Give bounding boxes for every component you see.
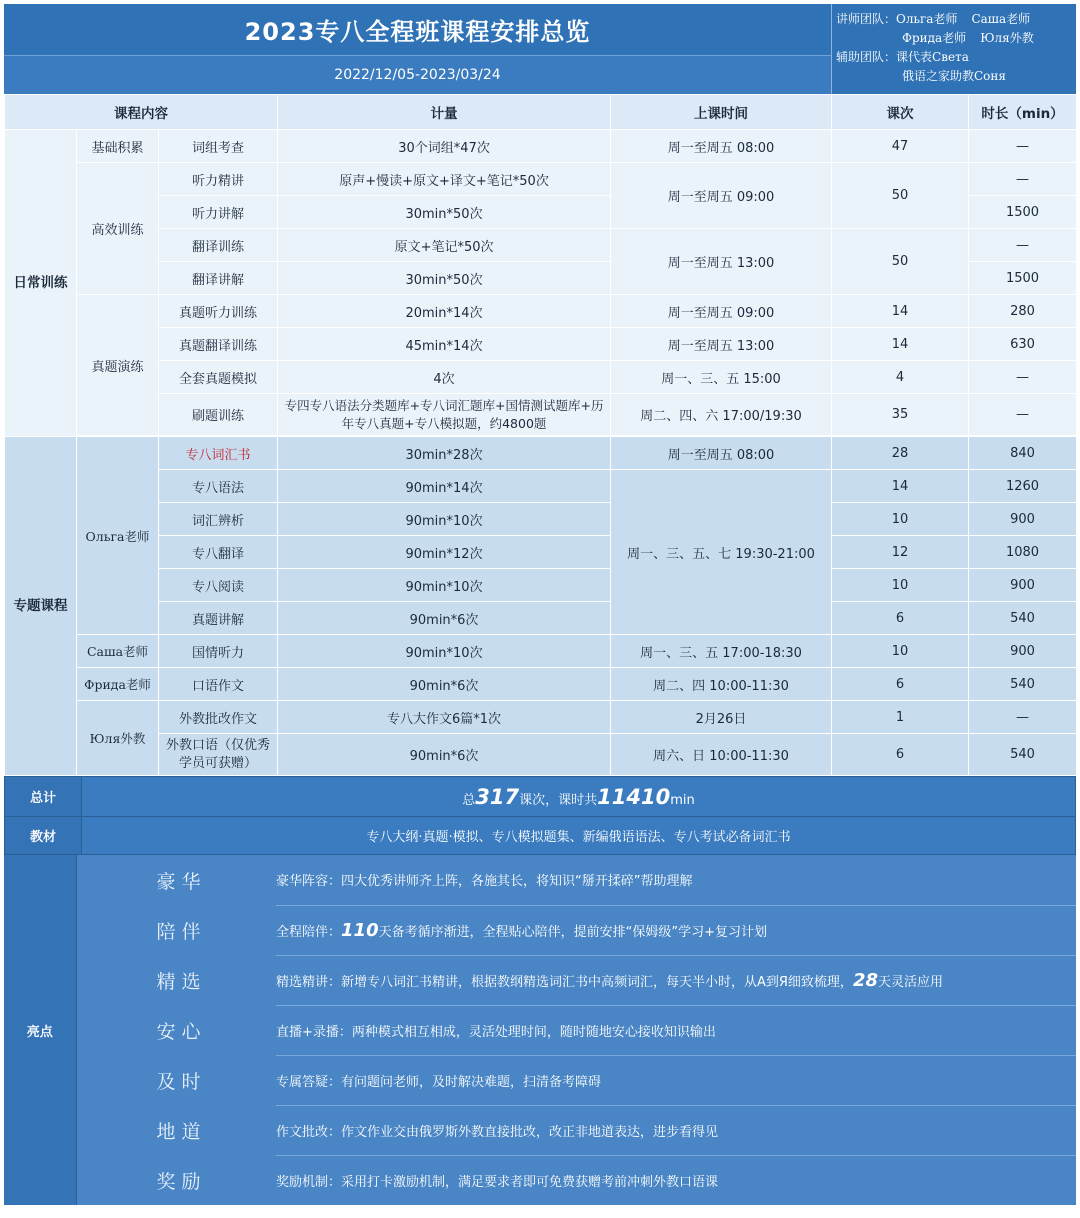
amount-cell: 45min*14次 [278, 328, 611, 361]
teacher-olga: Ольга老师 [77, 437, 159, 635]
count-cell: 12 [832, 536, 969, 569]
amount-cell: 专八大作文6篇*1次 [278, 701, 611, 734]
item-name: 听力精讲 [159, 163, 278, 196]
teachers-line-2 [836, 29, 1072, 48]
duration-cell: 900 [969, 503, 1077, 536]
col-header-count: 课次 [832, 95, 969, 130]
item-name: 专八翻译 [159, 536, 278, 569]
item-name: 翻译训练 [159, 229, 278, 262]
item-name: 外教口语（仅优秀学员可获赠） [159, 734, 278, 776]
category-special [5, 437, 77, 776]
duration-cell: — [969, 701, 1077, 734]
time-cell: 周一至周五 09:00 [611, 163, 832, 229]
group-name: 高效训练 [77, 163, 159, 295]
highlight-key: 安心 [76, 1005, 276, 1055]
duration-cell: 840 [969, 437, 1077, 470]
amount-cell: 90min*6次 [278, 734, 611, 776]
amount-cell: 90min*10次 [278, 635, 611, 668]
count-cell: 50 [832, 163, 969, 229]
col-header-amount: 计量 [278, 95, 611, 130]
materials-label: 教材 [5, 817, 82, 855]
duration-cell: 540 [969, 602, 1077, 635]
highlight-text-part: 精选精讲：新增专八词汇书精讲，根据教纲精选词汇书中高频词汇，每天半小时，从A到Я细致梳理， [276, 974, 853, 990]
category-daily [5, 130, 77, 437]
highlight-number: 28 [852, 969, 878, 991]
item-name: 国情听力 [159, 635, 278, 668]
amount-cell: 90min*6次 [278, 602, 611, 635]
time-cell: 周一至周五 09:00 [611, 295, 832, 328]
category-label: 专题课程 [13, 598, 68, 614]
teacher-frida: Фрида老师 [77, 668, 159, 701]
item-name: 真题讲解 [159, 602, 278, 635]
item-name: 词汇辨析 [159, 503, 278, 536]
highlight-key: 精选 [76, 955, 276, 1005]
count-cell: 28 [832, 437, 969, 470]
col-header-content: 课程内容 [5, 95, 278, 130]
col-header-time: 上课时间 [611, 95, 832, 130]
total-mid: 课次，课时共 [519, 792, 598, 808]
item-name: 外教批改作文 [159, 701, 278, 734]
count-cell: 10 [832, 635, 969, 668]
time-cell: 周一至周五 08:00 [611, 437, 832, 470]
count-cell: 35 [832, 394, 969, 436]
count-cell: 50 [832, 229, 969, 295]
highlight-text-part: 作文批改：作文作业交由俄罗斯外教直接批改，改正非地道表达，进步看得见 [276, 1124, 719, 1140]
total-lessons: 317 [475, 784, 520, 809]
summary-table [4, 776, 1076, 855]
team-info [831, 4, 1076, 94]
duration-cell: 1500 [969, 262, 1077, 295]
highlight-key: 奖励 [76, 1155, 276, 1205]
time-cell: 周一至周五 08:00 [611, 130, 832, 163]
teacher-name: Саша老师 [971, 12, 1031, 26]
amount-cell: 30min*28次 [278, 437, 611, 470]
count-cell: 47 [832, 130, 969, 163]
teacher-sasha: Саша老师 [77, 635, 159, 668]
highlight-text [276, 1005, 1076, 1055]
schedule-table [4, 94, 1077, 776]
duration-cell: 540 [969, 734, 1077, 776]
highlight-key: 豪华 [76, 855, 276, 905]
highlight-key: 及时 [76, 1055, 276, 1105]
amount-cell: 90min*12次 [278, 536, 611, 569]
item-name: 口语作文 [159, 668, 278, 701]
teacher-name: Ольга老师 [896, 12, 958, 26]
item-name: 专八词汇书 [159, 437, 278, 470]
time-cell: 周六、日 10:00-11:30 [611, 734, 832, 776]
materials-text: 专八大纲·真题·模拟、专八模拟题集、新编俄语语法、专八考试必备词汇书 [82, 817, 1076, 855]
count-cell: 4 [832, 361, 969, 394]
highlight-text [276, 1055, 1076, 1105]
highlight-text-part: 直播+录播：两种模式相互相成，灵活处理时间，随时随地安心接收知识输出 [276, 1024, 716, 1040]
highlights-table [4, 855, 1076, 1205]
assistant-name: 课代表Света [896, 50, 969, 64]
item-name: 词组考查 [159, 130, 278, 163]
amount-cell: 原文+笔记*50次 [278, 229, 611, 262]
amount-cell: 4次 [278, 361, 611, 394]
duration-cell: 1080 [969, 536, 1077, 569]
count-cell: 14 [832, 295, 969, 328]
highlight-text-part: 奖励机制：采用打卡激励机制，满足要求者即可免费获赠考前冲刺外教口语课 [276, 1174, 719, 1190]
time-cell: 周二、四 10:00-11:30 [611, 668, 832, 701]
time-cell: 周一、三、五 15:00 [611, 361, 832, 394]
col-header-duration: 时长（min） [969, 95, 1077, 130]
item-name: 真题翻译训练 [159, 328, 278, 361]
duration-cell: 280 [969, 295, 1077, 328]
item-name: 专八阅读 [159, 569, 278, 602]
category-label: 日常训练 [13, 275, 68, 291]
assist-line-1 [836, 48, 1072, 67]
amount-cell: 专四专八语法分类题库+专八词汇题库+国情测试题库+历年专八真题+专八模拟题，约4800题 [278, 394, 611, 436]
duration-cell: 900 [969, 569, 1077, 602]
assistant-name: 俄语之家助教Соня [902, 69, 1006, 83]
duration-cell: 540 [969, 668, 1077, 701]
teacher-name: Юля外教 [980, 31, 1034, 45]
count-cell: 10 [832, 503, 969, 536]
highlights-label: 亮点 [4, 855, 76, 1205]
teacher-yulia: Юля外教 [77, 701, 159, 776]
highlight-text-part: 天灵活应用 [878, 974, 944, 990]
item-name: 真题听力训练 [159, 295, 278, 328]
assist-label: 辅助团队： [836, 50, 897, 64]
duration-cell: 900 [969, 635, 1077, 668]
item-name: 专八语法 [159, 470, 278, 503]
highlight-text [276, 905, 1076, 955]
course-overview [4, 4, 1076, 1205]
total-line [82, 777, 1076, 817]
highlight-text [276, 1155, 1076, 1205]
highlight-key: 地道 [76, 1105, 276, 1155]
count-cell: 6 [832, 734, 969, 776]
highlight-text [276, 955, 1076, 1005]
duration-cell: — [969, 229, 1077, 262]
total-minutes: 11410 [597, 784, 671, 809]
item-name: 听力讲解 [159, 196, 278, 229]
count-cell: 14 [832, 328, 969, 361]
item-name: 全套真题模拟 [159, 361, 278, 394]
total-unit: min [670, 792, 695, 808]
count-cell: 6 [832, 602, 969, 635]
highlight-text-part: 全程陪伴： [276, 924, 342, 940]
header [4, 4, 1076, 94]
duration-cell: — [969, 163, 1077, 196]
teachers-label: 讲师团队： [836, 12, 897, 26]
amount-cell: 原声+慢读+原文+译文+笔记*50次 [278, 163, 611, 196]
count-cell: 6 [832, 668, 969, 701]
duration-cell: 1260 [969, 470, 1077, 503]
teacher-name: Фрида老师 [902, 31, 967, 45]
group-name: 基础积累 [77, 130, 159, 163]
duration-cell: — [969, 130, 1077, 163]
amount-cell: 90min*14次 [278, 470, 611, 503]
amount-cell: 90min*10次 [278, 503, 611, 536]
count-cell: 14 [832, 470, 969, 503]
total-label: 总计 [5, 777, 82, 817]
highlight-text [276, 1105, 1076, 1155]
header-main [4, 4, 831, 94]
amount-cell: 20min*14次 [278, 295, 611, 328]
duration-cell: 1500 [969, 196, 1077, 229]
item-name: 刷题训练 [159, 394, 278, 436]
count-cell: 10 [832, 569, 969, 602]
highlight-number: 110 [341, 919, 379, 941]
highlight-text [276, 855, 1076, 905]
date-range: 2022/12/05-2023/03/24 [4, 55, 831, 94]
amount-cell: 30min*50次 [278, 196, 611, 229]
total-prefix: 总 [462, 792, 476, 808]
count-cell: 1 [832, 701, 969, 734]
duration-cell: 630 [969, 328, 1077, 361]
highlight-text-part: 天备考循序渐进，全程贴心陪伴，提前安排“保姆级”学习+复习计划 [378, 924, 767, 940]
duration-cell: — [969, 394, 1077, 436]
page-title: 2023专八全程班课程安排总览 [244, 18, 591, 47]
time-cell: 周二、四、六 17:00/19:30 [611, 394, 832, 436]
duration-cell: — [969, 361, 1077, 394]
amount-cell: 30个词组*47次 [278, 130, 611, 163]
teachers-line-1 [836, 10, 1072, 29]
time-cell: 周一至周五 13:00 [611, 229, 832, 295]
assist-line-2 [836, 67, 1072, 86]
group-name: 真题演练 [77, 295, 159, 436]
amount-cell: 30min*50次 [278, 262, 611, 295]
amount-cell: 90min*6次 [278, 668, 611, 701]
highlight-text-part: 豪华阵容：四大优秀讲师齐上阵，各施其长，将知识“掰开揉碎”帮助理解 [276, 874, 693, 890]
time-cell: 周一、三、五 17:00-18:30 [611, 635, 832, 668]
time-cell: 周一至周五 13:00 [611, 328, 832, 361]
highlight-text-part: 专属答疑：有问题问老师，及时解决难题，扫清备考障碍 [276, 1074, 602, 1090]
highlight-key: 陪伴 [76, 905, 276, 955]
time-cell: 周一、三、五、七 19:30-21:00 [611, 470, 832, 635]
amount-cell: 90min*10次 [278, 569, 611, 602]
time-cell: 2月26日 [611, 701, 832, 734]
item-name: 翻译讲解 [159, 262, 278, 295]
